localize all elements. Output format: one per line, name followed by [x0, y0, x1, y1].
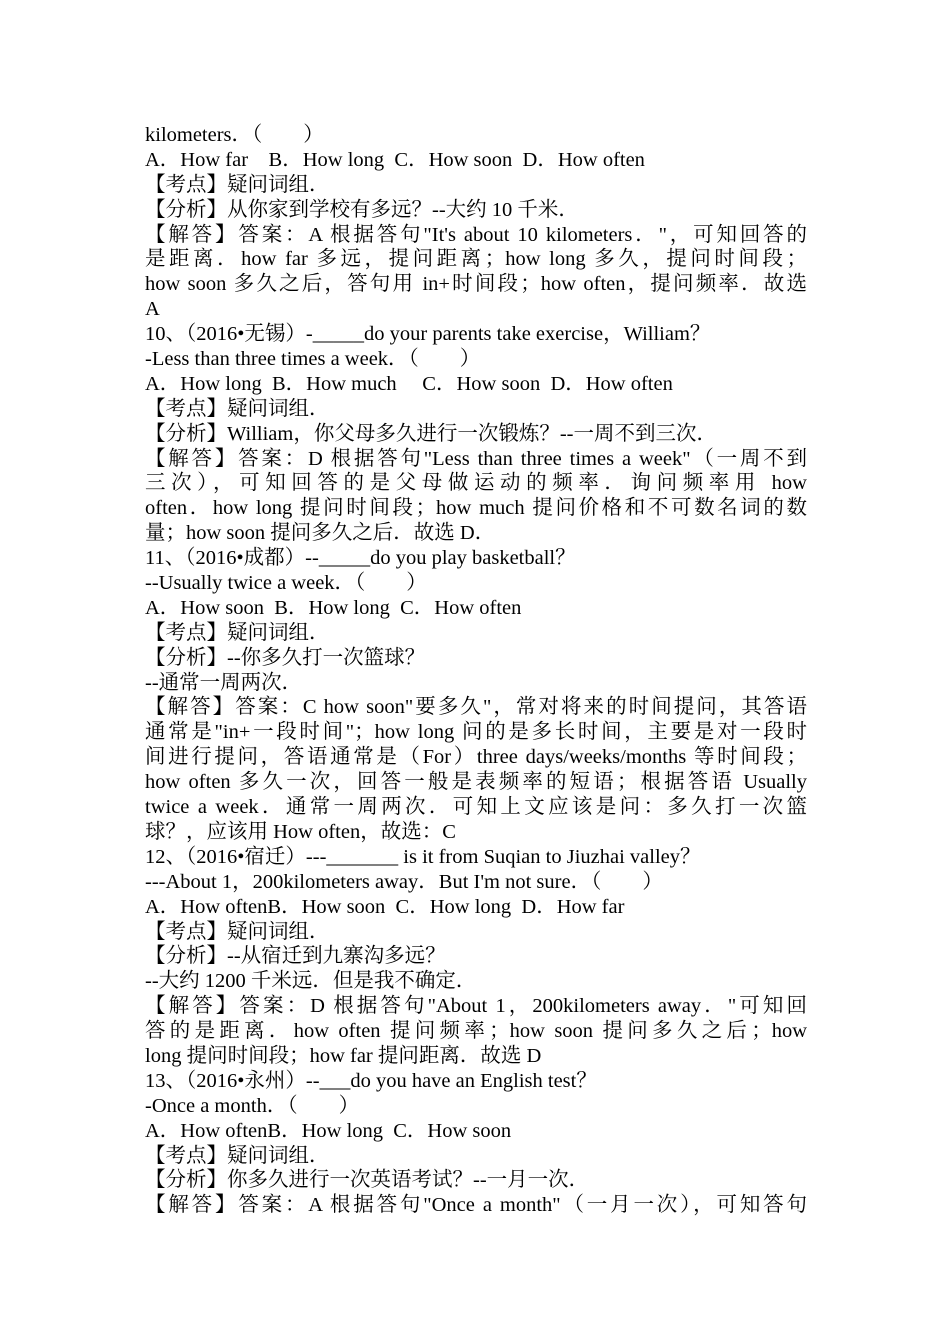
- text-line: 【考点】疑问词组．: [145, 397, 330, 420]
- text-line: how soon 多久之后，答句用 in+时间段；how often，提问频率．故选: [145, 273, 807, 296]
- text-line: -Less than three times a week．（ ）: [145, 348, 481, 371]
- text-line: A．How oftenB．How soon C．How long D．How far: [145, 895, 625, 918]
- text-line: 13、（2016•永州）--___do you have an English test？: [145, 1069, 597, 1092]
- text-line: 量；how soon 提问多久之后．故选 D．: [145, 522, 496, 545]
- text-line: 【分析】从你家到学校有多远？--大约 10 千米．: [145, 198, 579, 221]
- text-line: 【解答】答案：D 根据答句"About 1，200kilometers away．"可知回: [145, 995, 807, 1018]
- text-line: 是距离．how far 多远，提问距离；how long 多久，提问时间段；: [145, 248, 807, 271]
- text-line: 10、（2016•无锡）-_____do your parents take exercise，William？: [145, 323, 711, 346]
- text-line: 【分析】William，你父母多久进行一次锻炼？--一周不到三次．: [145, 422, 718, 445]
- text-line: A: [145, 298, 160, 321]
- text-line: --大约 1200 千米远．但是我不确定．: [145, 970, 477, 993]
- text-line: 【分析】--你多久打一次篮球？: [145, 646, 426, 669]
- text-line: 【解答】答案：A 根据答句"Once a month"（一月一次），可知答句: [145, 1194, 807, 1217]
- text-line: long 提问时间段；how far 提问距离．故选 D: [145, 1044, 542, 1067]
- document-page: [145, 123, 807, 1218]
- text-line: 通常是"in+一段时间"；how long 问的是多长时间，主要是对一段时: [145, 721, 807, 744]
- text-line: 11、（2016•成都）--_____do you play basketball？: [145, 547, 576, 570]
- text-line: A．How long B．How much C．How soon D．How often: [145, 372, 673, 395]
- text-line: A．How far B．How long C．How soon D．How often: [145, 148, 645, 171]
- text-line: --Usually twice a week．（ ）: [145, 572, 427, 595]
- text-line: ---About 1，200kilometers away．But I'm not sure．（ ）: [145, 870, 663, 893]
- text-line: 答的是距离．how often 提问频率；how soon 提问多久之后；how: [145, 1020, 807, 1043]
- text-line: A．How soon B．How long C．How often: [145, 596, 522, 619]
- text-line: -Once a month．（ ）: [145, 1094, 360, 1117]
- text-line: 【考点】疑问词组．: [145, 920, 330, 943]
- text-line: 【分析】--从宿迁到九寨沟多远？: [145, 945, 446, 968]
- text-line: A．How oftenB．How long C．How soon: [145, 1119, 512, 1142]
- text-line: 三次），可知回答的是父母做运动的频率．询问频率用 how: [145, 472, 807, 495]
- text-line: 【解答】答案：A 根据答句"It's about 10 kilometers．"，可知回答的: [145, 223, 807, 246]
- text-line: 【考点】疑问词组．: [145, 621, 330, 644]
- text-line: 【分析】你多久进行一次英语考试？--一月一次．: [145, 1169, 590, 1192]
- text-line: 【考点】疑问词组．: [145, 1144, 330, 1167]
- text-line: 【解答】答案：D 根据答句"Less than three times a week"（一周不到: [145, 447, 807, 470]
- text-line: 【考点】疑问词组．: [145, 173, 330, 196]
- text-line: kilometers．（ ）: [145, 124, 324, 146]
- text-line: --通常一周两次．: [145, 671, 303, 694]
- text-line: 12、（2016•宿迁）---_______ is it from Suqian to Jiuzhai valley？: [145, 845, 701, 868]
- text-line: 间进行提问，答语通常是（For）three days/weeks/months 等时间段；: [145, 746, 807, 769]
- text-line: often．how long 提问时间段；how much 提问价格和不可数名词的数: [145, 497, 807, 520]
- text-line: how often 多久一次，回答一般是表频率的短语；根据答语 Usually: [145, 771, 807, 794]
- text-line: 球？，应该用 How often，故选：C: [145, 820, 456, 843]
- text-line: twice a week．通常一周两次．可知上文应该是问：多久打一次篮: [145, 796, 807, 819]
- text-line: 【解答】答案：C how soon"要多久"，常对将来的时间提问，其答语: [145, 696, 807, 719]
